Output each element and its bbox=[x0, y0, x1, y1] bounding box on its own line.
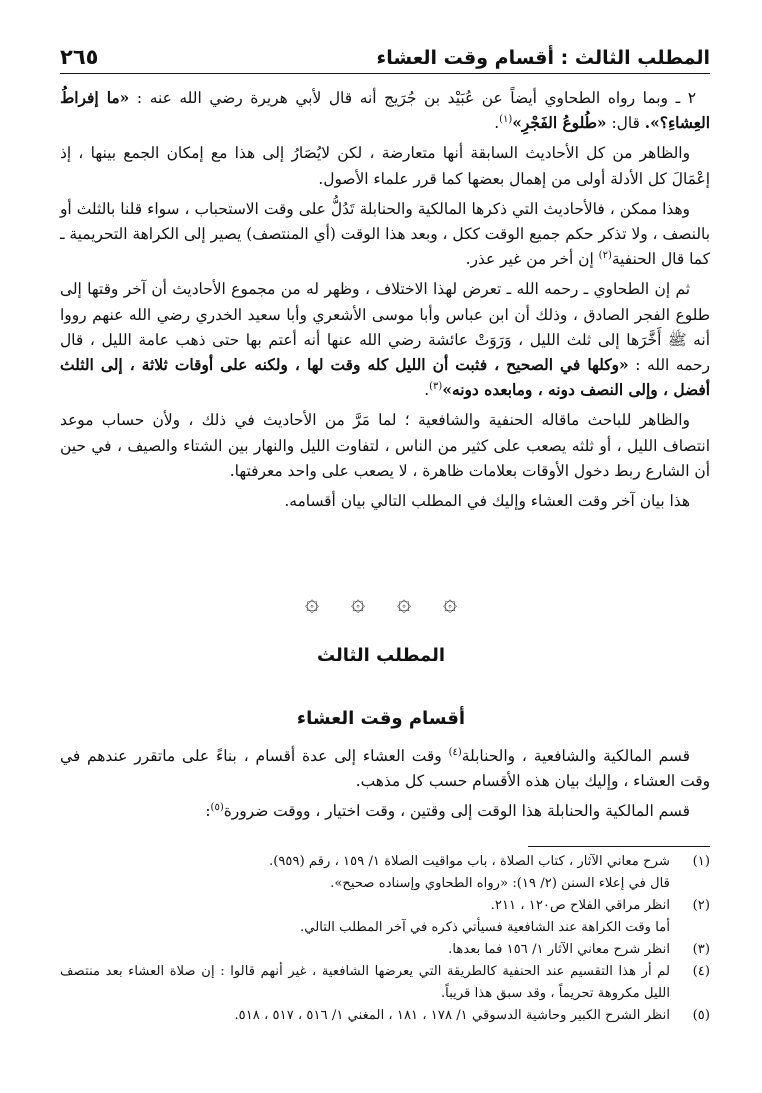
paragraph-3-end: إن أخر من غير عذر. bbox=[465, 250, 594, 269]
paragraph-2: والظاهر من كل الأحاديث السابقة أنها متعارضة ، لكن لايُصَارُ إلى هذا مع إمكان الجمع بينها ، إذ إعْمَالَ كل الأدلة أولى من إهمال بعضها كما قرر علماء الأصول. bbox=[60, 144, 710, 188]
paragraph-1-end: . bbox=[494, 114, 500, 133]
paragraph-1 bbox=[60, 86, 710, 136]
footnote-2-continued: أما وقت الكراهة عند الشافعية فسيأتي ذكره في آخر المطلب التالي. bbox=[300, 920, 670, 935]
paragraph-5: والظاهر للباحث ماقاله الحنفية والشافعية ؛ لما مَرَّ من الأحاديث في ذلك ، ولأن حساب موعد انتصاف الليل ، أو ثلثه يصعب على كثير من الناس ، لتفاوت الليل والنهار بين الشتاء والصيف ، في حين أن الشارع ربط دخول الأوقات بعلامات ظاهرة ، لا يصعب على واحد معرفتها. bbox=[60, 411, 710, 480]
tahawi-quote: «وكلها في الصحيح ، فثبت أن الليل كله وقت لها ، ولكنه على أوقات ثلاثة ، إلى الثلث أفضل ، وإلى النصف دونه ، ومابعده دونه» bbox=[60, 356, 710, 400]
paragraph-6: هذا بيان آخر وقت العشاء وإليك في المطلب التالي بيان أقسامه. bbox=[284, 492, 690, 511]
footnote-number: (٢) bbox=[692, 898, 710, 913]
section-paragraph-2-end: : bbox=[205, 802, 211, 821]
header-title: المطلب الثالث : أقسام وقت العشاء bbox=[376, 47, 710, 69]
footnote-number: (١) bbox=[692, 854, 710, 869]
footnote-1-continued: قال في إعلاء السنن (٢/ ١٩): «رواه الطحاوي وإسناده صحيح». bbox=[330, 876, 670, 891]
paragraph-4-end: . bbox=[424, 381, 430, 400]
ornament-icon: ۞ bbox=[396, 588, 412, 616]
section-paragraph-1-text: قسم المالكية والشافعية ، والحنابلة bbox=[461, 747, 690, 765]
section-text bbox=[60, 744, 710, 830]
footnotes bbox=[60, 851, 710, 1027]
main-text bbox=[60, 86, 710, 519]
paragraph-4-text: ثم إن الطحاوي ـ رحمه الله ـ تعرض لهذا الاختلاف ، وظهر له من مجموع الأحاديث أن آخر وقتها إلى طلوع الفجر الصادق ، وذلك أن ابن عباس وأبا موسى الأشعري وأبا سعيد الخدري رضي الله عنهم رووا أنه ﷺ أَخَّرَها إلى ثلث الليل ، وَرَوَتْ عائشة رضي الله عنها أنه أعتم بها حتى ذهب عامة الليل ، قال رحمه الله : bbox=[60, 280, 710, 375]
paragraph-3-text: وهذا ممكن ، فالأحاديث التي ذكرها المالكية والحنابلة تَدُلُّ على وقت الاستحباب ، سواء قلنا بالثلث أو بالنصف ، ولا تذكر حكم جميع الوقت ككل ، وبعد هذا الوقت (أي المنتصف) يصير إلى الكراهة التحريمية ـ كما قال الحنفية bbox=[60, 199, 710, 269]
footnote-ref-1[interactable]: (١) bbox=[499, 114, 513, 126]
paragraph-1-text: ٢ ـ وبما رواه الطحاوي أيضاً عن عُبَيْد بن جُرَيج أنه قال لأبي هريرة رضي الله عنه : bbox=[136, 89, 696, 107]
footnote-text: شرح معاني الآثار ، كتاب الصلاة ، باب مواقيت الصلاة ١/ ١٥٩ ، رقم (٩٥٩). bbox=[269, 854, 670, 869]
ornament-icon: ۞ bbox=[442, 588, 458, 616]
quote-question: «ما إفراطُ العِشاءِ؟». bbox=[60, 89, 710, 133]
footnote-separator bbox=[528, 846, 710, 847]
footnote-text: انظر شرح معاني الآثار ١/ ١٥٦ فما بعدها. bbox=[448, 942, 670, 957]
footnote-number: (٥) bbox=[692, 1008, 710, 1023]
section-divider bbox=[0, 590, 762, 614]
running-header bbox=[60, 38, 710, 74]
paragraph-4 bbox=[60, 277, 710, 403]
footnote-ref-3[interactable]: (٣) bbox=[429, 381, 443, 393]
footnote-text: انظر مراقي الفلاح ص١٢٠ ، ٢١١. bbox=[490, 898, 670, 913]
paragraph-1-said: قال: bbox=[611, 114, 640, 133]
footnote-ref-5[interactable]: (٥) bbox=[210, 802, 224, 814]
ornament-icon: ۞ bbox=[304, 588, 320, 616]
footnote-5 bbox=[60, 1005, 710, 1027]
footnote-text: لم أر هذا التقسيم عند الحنفية كالطريقة التي يعرضها الشافعية ، غير أنهم قالوا : إن صلاة العشاء بعد منتصف الليل مكروهة تحريماً ، وقد سبق هذا قريباً. bbox=[60, 964, 670, 1001]
footnote-ref-4[interactable]: (٤) bbox=[448, 746, 462, 758]
footnote-number: (٤) bbox=[692, 964, 710, 979]
section-subheading: أقسام وقت العشاء bbox=[296, 708, 466, 729]
footnote-2 bbox=[60, 895, 710, 917]
footnote-ref-2[interactable]: (٢) bbox=[598, 250, 612, 262]
section-paragraph-1-end: وقت العشاء إلى عدة أقسام ، بناءً على ماتقرر عندهم في وقت العشاء ، وإليك بيان هذه الأقسام حسب كل مذهب. bbox=[60, 747, 710, 791]
ornament-icon: ۞ bbox=[350, 588, 366, 616]
section-paragraph-2-text: قسم المالكية والحنابلة هذا الوقت إلى وقتين ، وقت اختيار ، ووقت ضرورة bbox=[223, 802, 690, 821]
page-number: ٢٦٥ bbox=[60, 45, 99, 69]
paragraph-3 bbox=[60, 197, 710, 273]
section-heading: المطلب الثالث bbox=[316, 645, 446, 666]
section-paragraph-2 bbox=[60, 799, 710, 824]
footnote-number: (٣) bbox=[692, 942, 710, 957]
quote-answer: «طُلوعُ الفَجْرِ» bbox=[512, 114, 607, 133]
footnote-1 bbox=[60, 851, 710, 873]
footnote-3 bbox=[60, 939, 710, 961]
footnote-text: انظر الشرح الكبير وحاشية الدسوقي ١/ ١٧٨ ، ١٨١ ، المغني ١/ ٥١٦ ، ٥١٧ ، ٥١٨. bbox=[234, 1008, 670, 1023]
section-paragraph-1 bbox=[60, 744, 710, 794]
footnote-4 bbox=[60, 961, 710, 1005]
